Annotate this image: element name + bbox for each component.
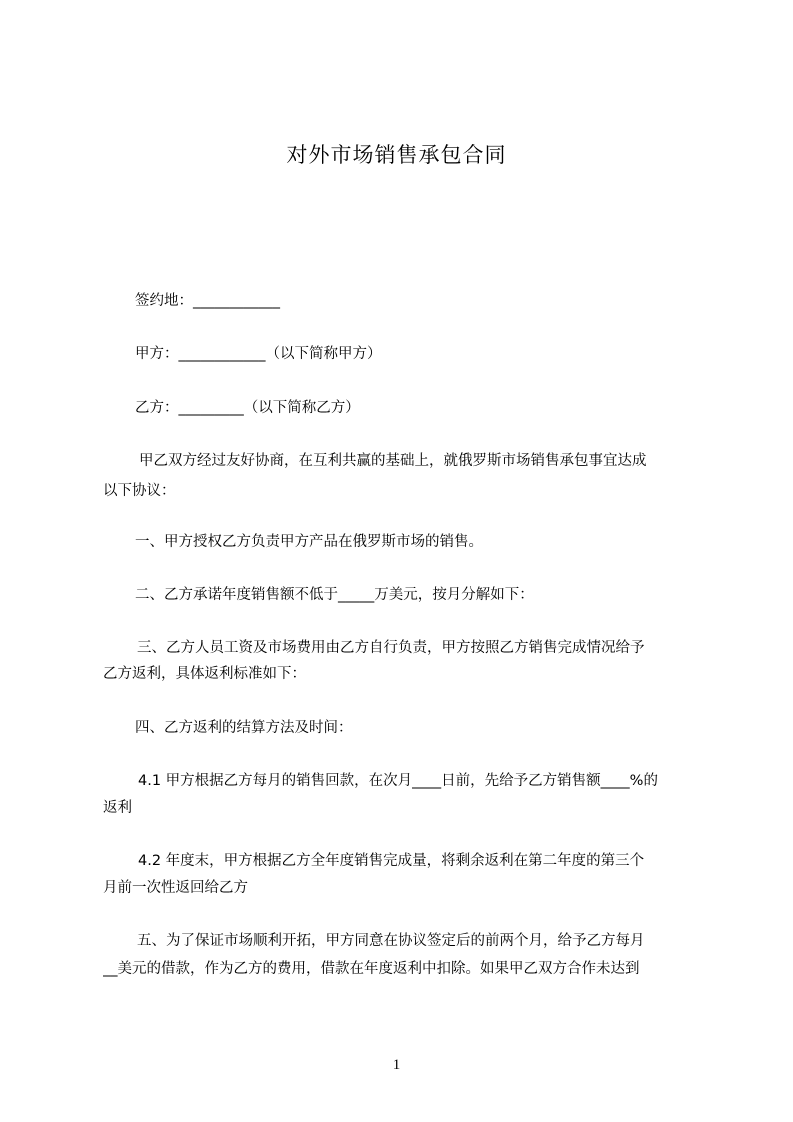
clause-4-1-line-2: 返利 [103,800,132,816]
clause-3-line-2: 乙方返利，具体返利标准如下： [103,666,306,682]
clause-4-2-line-1: 4.2 年度末，甲方根据乙方全年度销售完成量，将剩余返利在第二年度的第三个 [138,853,645,869]
party-a-field: 甲方：____________（以下简称甲方） [135,346,382,362]
intro-line-2: 以下协议： [103,483,176,499]
clause-4-2-line-2: 月前一次性返回给乙方 [103,880,248,896]
clause-4: 四、乙方返利的结算方法及时间： [135,720,353,736]
clause-4-1-line-1: 4.1 甲方根据乙方每月的销售回款，在次月____日前，先给予乙方销售额____%的 [138,773,658,789]
document-title: 对外市场销售承包合同 [286,143,507,167]
sign-place-field: 签约地：____________ [135,293,280,309]
clause-5-line-1: 五、为了保证市场顺利开拓，甲方同意在协议签定后的前两个月，给予乙方每月 [137,933,645,949]
clause-1: 一、甲方授权乙方负责甲方产品在俄罗斯市场的销售。 [135,534,483,550]
page-number: 1 [392,1057,401,1073]
intro-line-1: 甲乙双方经过友好协商，在互利共赢的基础上，就俄罗斯市场销售承包事宜达成 [139,453,647,469]
clause-5-line-2: __美元的借款，作为乙方的费用，借款在年度返利中扣除。如果甲乙双方合作未达到 [103,961,640,977]
clause-3-line-1: 三、乙方人员工资及市场费用由乙方自行负责，甲方按照乙方销售完成情况给予 [137,640,645,656]
clause-2: 二、乙方承诺年度销售额不低于_____万美元，按月分解如下： [135,587,534,603]
party-b-field: 乙方：_________（以下简称乙方） [135,400,360,416]
